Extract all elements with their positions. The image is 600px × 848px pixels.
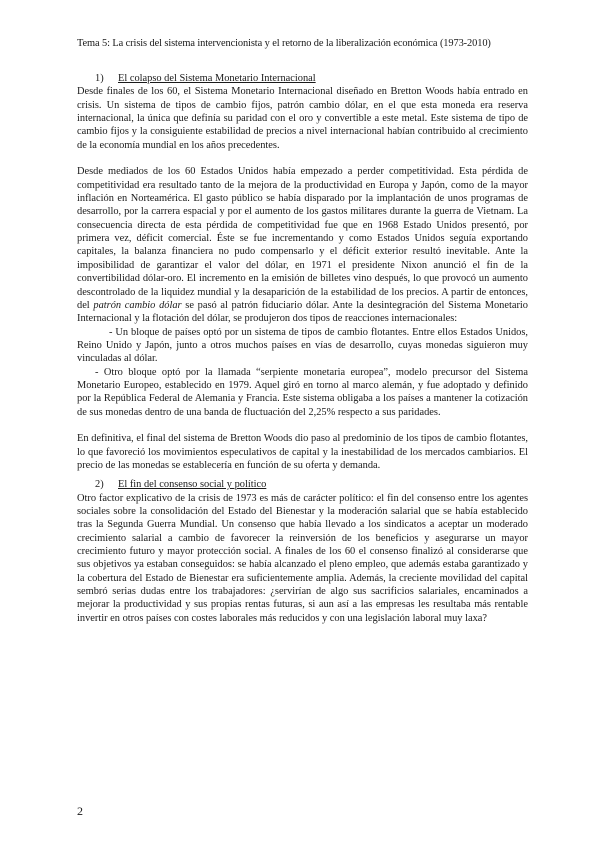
paragraph-2-emphasis: patrón cambio dólar [93, 299, 182, 311]
section-1-paragraph-1: Desde finales de los 60, el Sistema Monetario Internacional diseñado en Bretton Woods había entrado en crisis. Un sistema de tipos de cambio fijos, patrón cambio dólar, en el que esta moneda era reserva internacional, la única que definía su paridad con el oro y convertible a este metal. Este sistema de tipo de cambio fijos y la consiguiente estabilidad de precios a nivel internacional habían contribuido al crecimiento de la economía mundial en los años precedentes. [77, 86, 528, 151]
section-1-number: 1) [95, 73, 104, 84]
section-1-heading [77, 72, 528, 85]
page-number: 2 [77, 804, 83, 818]
bullet-floating-rates: - Un bloque de países optó por un sistema de tipos de cambio flotantes. Entre ellos Estados Unidos, Reino Unido y Japón, junto a otros muchos países en vías de desarrollo, cuyas monedas siguieron muy vinculadas al dólar. [77, 326, 528, 365]
section-1-paragraph-2 [77, 165, 528, 325]
section-2-heading [77, 478, 528, 491]
section-2-title: El fin del consenso social y político [118, 479, 267, 491]
paragraph-2-text-b: se pasó al patrón fiduciario dólar. Ante la desintegración del Sistema Monetario Internacional y la flotación del dólar, se produjeron dos tipos de reacciones internacionales: [77, 299, 528, 325]
page-header: Tema 5: La crisis del sistema intervencionista y el retorno de la liberalización económica (1973-2010) [77, 38, 491, 49]
bullet-european-snake: - Otro bloque optó por la llamada “serpiente monetaria europea”, modelo precursor del Sistema Monetario Europeo, establecido en 1979. Aquel giró en torno al marco alemán, y fue adoptado y definido por la República Federal de Alemania y Francia. Este sistema obligaba a los países a mantener la cotización de sus monedas dentro de una banda de fluctuación del 2,25% respecto a sus paridades. [77, 366, 528, 418]
section-1-title: El colapso del Sistema Monetario Internacional [118, 73, 316, 84]
section-2-number: 2) [95, 479, 104, 491]
section-2-paragraph-1: Otro factor explicativo de la crisis de 1973 es más de carácter político: el fin del consenso entre los agentes sociales sobre la consolidación del Estado del Bienestar y la moderación salarial que se había establecido tras la Segunda Guerra Mundial. Un consenso que había llevado a los sindicatos a aceptar un moderado crecimiento salarial a cambio de favorecer la reinversión de los beneficios y asegurarse un mayor crecimiento futuro y mayor protección social. A finales de los 60 el consenso finalizó al considerarse que sus objetivos ya estaban conseguidos: se había alcanzado el pleno empleo, que además estaba garantizado y la cobertura del Estado de Bienestar era suficientemente amplia. Además, la creciente movilidad del capital sembró serias dudas entre los trabajadores: ¿servirían de algo sus sacrificios salariales, encaminados a mejorar la productividad y sus propias rentas futuras, si aun así a las empresas les resultaba más rentable invertir en otros países con costes laborales más reducidos y con una legislación laboral muy laxa? [77, 492, 528, 624]
section-1-paragraph-3: En definitiva, el final del sistema de Bretton Woods dio paso al predominio de los tipos de cambio flotantes, lo que favoreció los movimientos especulativos de capital y la inestabilidad de los mercados cambiarios. El precio de las monedas se establecería en función de su oferta y demanda. [77, 433, 528, 471]
paragraph-2-text-a: Desde mediados de los 60 Estados Unidos había empezado a perder competitividad. Esta pérdida de competitividad era resultado tanto de la mejora de la productividad en Europa y Japón, como de la mayor inflación en Norteamérica. El gasto público se había disparado por la implantación de unos programas de desarrollo, por la carrera espacial y por el aumento de los gastos militares durante la guerra de Vietnam. La consecuencia directa de esta pérdida de competitividad fue que en 1968 Estado Unidos presentó, por primera vez, déficit comercial. Éste se fue incrementando y como Estados Unidos seguía exportando capitales, la balanza financiera no pudo compensarlo y el déficit exterior resultó inevitable. Ante la imposibilidad de garantizar el valor del dólar, en 1971 el presidente Nixon anunció el fin de la convertibilidad dólar-oro. El incremento en la emisión de billetes vino después, lo que provocó un aumento descontrolado de la liquidez mundial y la desaparición de la estabilidad de los precios. A partir de entonces, del [77, 166, 528, 311]
document-body [77, 72, 528, 625]
